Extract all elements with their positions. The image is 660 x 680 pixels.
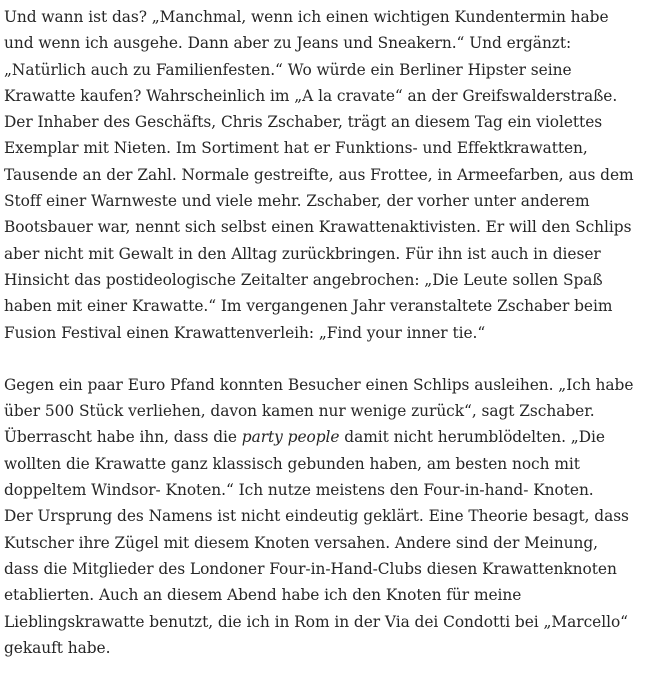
paragraph-2	[4, 372, 654, 661]
text-line: Hinsicht das postideologische Zeitalter angebrochen: „Die Leute sollen Spaß	[4, 270, 603, 289]
text-segment: damit nicht herumblödelten. „Die	[339, 428, 605, 447]
text-line: etablierten. Auch an diesem Abend habe ich den Knoten für meine	[4, 586, 522, 605]
text-line: und wenn ich ausgehe. Dann aber zu Jeans und Sneakern.“ Und ergänzt:	[4, 34, 572, 53]
text-line: „Natürlich auch zu Familienfesten.“ Wo würde ein Berliner Hipster seine	[4, 60, 572, 79]
text-line: Fusion Festival einen Krawattenverleih: „Find your inner tie.“	[4, 323, 486, 342]
text-segment: Überrascht habe ihn, dass die	[4, 428, 242, 447]
text-line: über 500 Stück verliehen, davon kamen nur wenige zurück“, sagt Zschaber.	[4, 402, 595, 421]
text-line: doppeltem Windsor- Knoten.“ Ich nutze meistens den Four-in-hand- Knoten.	[4, 481, 594, 500]
text-line: Exemplar mit Nieten. Im Sortiment hat er Funktions- und Effektkrawatten,	[4, 139, 588, 158]
text-line: Der Ursprung des Namens ist nicht eindeutig geklärt. Eine Theorie besagt, dass	[4, 507, 629, 526]
text-line	[4, 424, 654, 450]
text-line: Lieblingskrawatte benutzt, die ich in Rom in der Via dei Condotti bei „Marcello“	[4, 612, 628, 631]
text-line: wollten die Krawatte ganz klassisch gebunden haben, am besten noch mit	[4, 454, 580, 473]
text-line: dass die Mitglieder des Londoner Four-in-Hand-Clubs diesen Krawattenknoten	[4, 559, 617, 578]
text-line: Bootsbauer war, nennt sich selbst einen Krawattenaktivisten. Er will den Schlips	[4, 218, 632, 237]
text-line: Krawatte kaufen? Wahrscheinlich im „A la cravate“ an der Greifswalderstraße.	[4, 86, 618, 105]
text-line: Gegen ein paar Euro Pfand konnten Besucher einen Schlips ausleihen. „Ich habe	[4, 375, 634, 394]
emphasis-party-people: party people	[241, 428, 340, 447]
text-line: gekauft habe.	[4, 638, 111, 657]
paragraph-1	[4, 4, 654, 346]
text-line: aber nicht mit Gewalt in den Alltag zurückbringen. Für ihn ist auch in dieser	[4, 244, 601, 263]
text-line: Kutscher ihre Zügel mit diesem Knoten versahen. Andere sind der Meinung,	[4, 533, 599, 552]
text-line: Tausende an der Zahl. Normale gestreifte, aus Frottee, in Armeefarben, aus dem	[4, 165, 634, 184]
text-line: Der Inhaber des Geschäfts, Chris Zschaber, trägt an diesem Tag ein violettes	[4, 113, 603, 132]
article-body	[4, 4, 654, 661]
text-line: haben mit einer Krawatte.“ Im vergangenen Jahr veranstaltete Zschaber beim	[4, 297, 613, 316]
text-line: Und wann ist das? „Manchmal, wenn ich einen wichtigen Kundentermin habe	[4, 8, 609, 26]
text-line: Stoff einer Warnweste und viele mehr. Zschaber, der vorher unter anderem	[4, 192, 590, 211]
